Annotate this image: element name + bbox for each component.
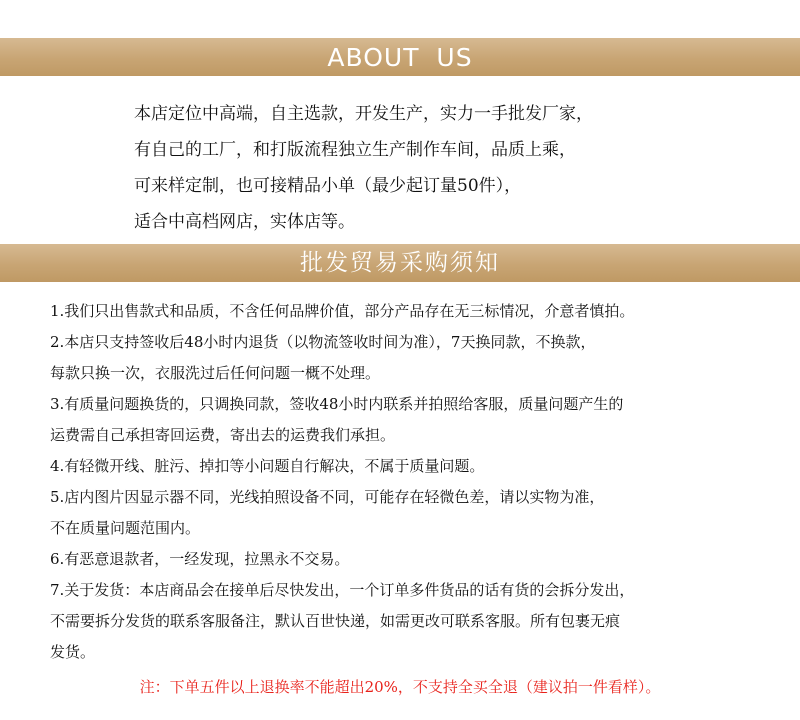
rule-line: 5.店内图片因显示器不同，光线拍照设备不同，可能存在轻微色差，请以实物为准， [50, 488, 605, 506]
return-policy-note: 注：下单五件以上退换率不能超出20%，不支持全买全退（建议拍一件看样）。 [139, 678, 661, 696]
rule-line: 不在质量问题范围内。 [50, 519, 201, 537]
purchase-notice-title: 批发贸易采购须知 [300, 249, 500, 276]
rule-line: 3.有质量问题换货的，只调换同款，签收48小时内联系并拍照给客服，质量问题产生的 [50, 395, 624, 413]
about-line: 可来样定制，也可接精品小单（最少起订量50件）， [134, 176, 522, 196]
rule-line: 1.我们只出售款式和品质，不含任何品牌价值，部分产品存在无三标情况，介意者慎拍。 [50, 302, 635, 320]
rule-line: 7.关于发货：本店商品会在接单后尽快发出，一个订单多件货品的话有货的会拆分发出， [50, 581, 635, 599]
rule-line: 6.有恶意退款者，一经发现，拉黑永不交易。 [50, 550, 350, 568]
rule-line: 4.有轻微开线、脏污、掉扣等小问题自行解决，不属于质量问题。 [50, 457, 485, 475]
about-us-title: ABOUT US [327, 42, 473, 72]
about-line: 有自己的工厂，和打版流程独立生产制作车间，品质上乘， [134, 140, 576, 160]
rule-line: 2.本店只支持签收后48小时内退货（以物流签收时间为准），7天换同款，不换款， [50, 333, 596, 351]
purchase-rules-list [50, 296, 634, 668]
about-line: 适合中高档网店，实体店等。 [134, 212, 355, 232]
purchase-notice-banner [0, 244, 800, 282]
about-line: 本店定位中高端，自主选款，开发生产，实力一手批发厂家， [134, 104, 593, 124]
rule-line: 发货。 [50, 643, 96, 661]
about-us-description [134, 96, 593, 240]
rule-line: 每款只换一次，衣服洗过后任何问题一概不处理。 [50, 364, 381, 382]
rule-line: 运费需自己承担寄回运费，寄出去的运费我们承担。 [50, 426, 396, 444]
rule-line: 不需要拆分发货的联系客服备注，默认百世快递，如需更改可联系客服。所有包裹无痕 [50, 612, 621, 630]
about-us-banner [0, 38, 800, 76]
